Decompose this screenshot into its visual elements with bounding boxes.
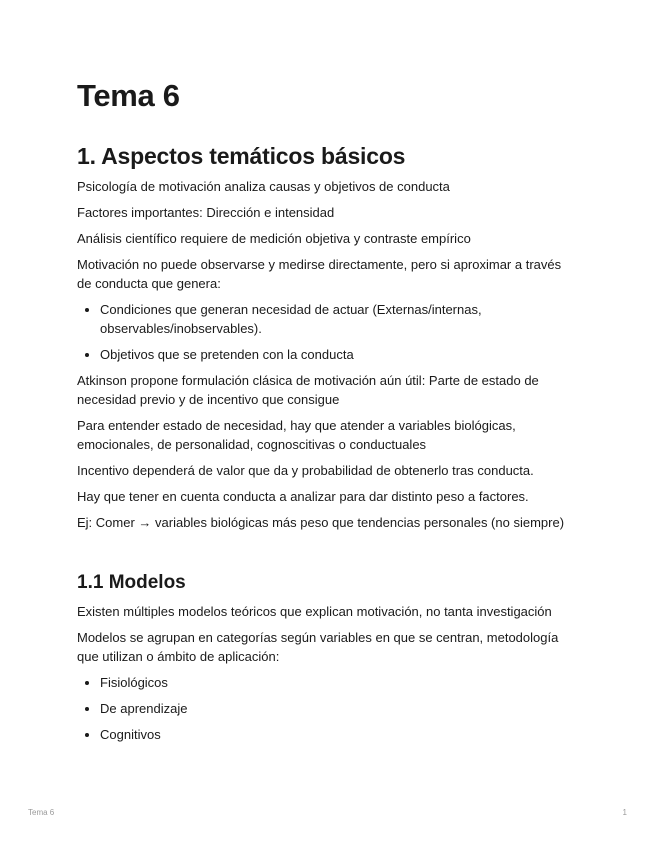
section-body-aspectos xyxy=(77,177,577,539)
bullet-list xyxy=(77,673,577,744)
paragraph: Motivación no puede observarse y medirse directamente, pero si aproximar a través de conducta que genera: xyxy=(77,257,562,291)
paragraph: Atkinson propone formulación clásica de motivación aún útil: Parte de estado de necesidad previo y de incentivo que consigue xyxy=(77,373,539,407)
list-item: • Condiciones que generan necesidad de actuar (Externas/internas, observables/inobservables). xyxy=(100,300,577,338)
list-item: • De aprendizaje xyxy=(100,699,577,718)
section-heading-aspectos: 1. Aspectos temáticos básicos xyxy=(77,143,406,169)
list-item: • Fisiológicos xyxy=(100,673,577,692)
footer-title: Tema 6 xyxy=(28,808,55,817)
paragraph: Psicología de motivación analiza causas y objetivos de conducta xyxy=(77,179,450,194)
paragraph: Incentivo dependerá de valor que da y probabilidad de obtenerlo tras conducta. xyxy=(77,463,534,478)
list-item: • Cognitivos xyxy=(100,725,577,744)
paragraph: Existen múltiples modelos teóricos que explican motivación, no tanta investigación xyxy=(77,604,552,619)
paragraph: Para entender estado de necesidad, hay que atender a variables biológicas, emocionales, de personalidad, cognoscitivas o conductuales xyxy=(77,418,516,452)
paragraph: Ej: Comer → variables biológicas más peso que tendencias personales (no siempre) xyxy=(77,515,565,530)
bullet-list xyxy=(77,300,577,364)
paragraph: Modelos se agrupan en categorías según variables en que se centran, metodología que utilizan o ámbito de aplicación: xyxy=(77,630,559,664)
paragraph: Análisis científico requiere de medición objetiva y contraste empírico xyxy=(77,231,471,246)
list-item: • Objetivos que se pretenden con la conducta xyxy=(100,345,577,364)
paragraph: Hay que tener en cuenta conducta a analizar para dar distinto peso a factores. xyxy=(77,489,529,504)
page-title: Tema 6 xyxy=(77,78,180,113)
paragraph: Factores importantes: Dirección e intensidad xyxy=(77,205,335,220)
section-heading-modelos: 1.1 Modelos xyxy=(77,572,186,593)
footer-page-number: 1 xyxy=(622,808,627,817)
section-body-modelos xyxy=(77,602,577,751)
